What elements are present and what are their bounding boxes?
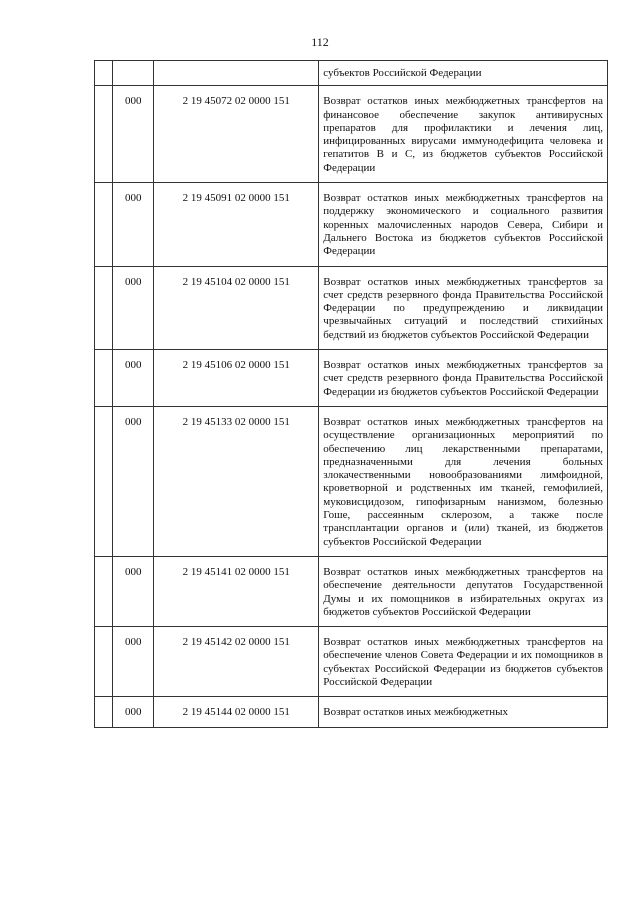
table-cell-bk-code: 2 19 45072 02 0000 151 <box>154 86 319 183</box>
table-cell-admin-code: 000 <box>113 183 154 266</box>
table-row-continuation <box>95 61 608 86</box>
table-cell-admin-code: 000 <box>113 350 154 407</box>
table-cell-description: субъектов Российской Федерации <box>319 61 608 86</box>
table-cell-description: Возврат остатков иных межбюджетных трансфертов на финансовое обеспечение закупок антивирусных препаратов для профилактики и лечения лиц, инфицированных вирусами иммунодефицита человека и гепатитов B и C, из бюджетов субъектов Российской Федерации <box>319 86 608 183</box>
table-cell-margin <box>95 627 113 697</box>
table-cell-bk-code: 2 19 45144 02 0000 151 <box>154 697 319 727</box>
table-cell-admin-code: 000 <box>113 406 154 556</box>
table-cell-admin-code: 000 <box>113 556 154 626</box>
table-cell-description: Возврат остатков иных межбюджетных трансфертов на обеспечение деятельности депутатов Государственной Думы и их помощников в избирательных округах из бюджетов субъектов Российской Федерации <box>319 556 608 626</box>
table-row <box>95 183 608 266</box>
table-cell-bk-code: 2 19 45091 02 0000 151 <box>154 183 319 266</box>
table-cell-bk-code: 2 19 45104 02 0000 151 <box>154 266 319 349</box>
table-cell-margin <box>95 86 113 183</box>
table-cell-margin <box>95 183 113 266</box>
table-cell-margin <box>95 697 113 727</box>
table-row <box>95 86 608 183</box>
budget-codes-table-wrapper <box>94 60 608 834</box>
table-cell-bk-code <box>154 61 319 86</box>
table-row <box>95 697 608 727</box>
table-cell-admin-code <box>113 61 154 86</box>
table-cell-description: Возврат остатков иных межбюджетных трансфертов на осуществление организационных мероприятий по обеспечению лиц лекарственными препаратами, предназначенными для лечения больных злокачественными новообразованиями лимфоидной, кроветворной и родственных им тканей, гемофилией, муковисцидозом, гипофизарным нанизмом, болезнью Гоше, рассеянным склерозом, а также после трансплантации органов и (или) тканей, из бюджетов субъектов Российской Федерации <box>319 406 608 556</box>
table-cell-bk-code: 2 19 45106 02 0000 151 <box>154 350 319 407</box>
table-row <box>95 406 608 556</box>
table-cell-description: Возврат остатков иных межбюджетных трансфертов на обеспечение членов Совета Федерации и их помощников в субъектах Российской Федерации из бюджетов субъектов Российской Федерации <box>319 627 608 697</box>
table-cell-description: Возврат остатков иных межбюджетных трансфертов за счет средств резервного фонда Правительства Российской Федерации по предупреждению и ликвидации чрезвычайных ситуаций и последствий стихийных бедствий из бюджетов субъектов Российской Федерации <box>319 266 608 349</box>
table-row <box>95 556 608 626</box>
table-body <box>95 61 608 728</box>
budget-codes-table <box>94 60 608 728</box>
table-cell-margin <box>95 61 113 86</box>
page-number: 112 <box>311 35 329 49</box>
table-cell-margin <box>95 556 113 626</box>
table-cell-margin <box>95 350 113 407</box>
table-cell-bk-code: 2 19 45133 02 0000 151 <box>154 406 319 556</box>
table-cell-admin-code: 000 <box>113 627 154 697</box>
table-row <box>95 350 608 407</box>
table-cell-description: Возврат остатков иных межбюджетных <box>319 697 608 727</box>
table-cell-description: Возврат остатков иных межбюджетных трансфертов на поддержку экономического и социального развития коренных малочисленных народов Севера, Сибири и Дальнего Востока из бюджетов субъектов Российской Федерации <box>319 183 608 266</box>
table-cell-margin <box>95 266 113 349</box>
table-cell-admin-code: 000 <box>113 697 154 727</box>
table-cell-description: Возврат остатков иных межбюджетных трансфертов за счет средств резервного фонда Правительства Российской Федерации из бюджетов субъектов Российской Федерации <box>319 350 608 407</box>
table-cell-bk-code: 2 19 45142 02 0000 151 <box>154 627 319 697</box>
table-cell-bk-code: 2 19 45141 02 0000 151 <box>154 556 319 626</box>
table-row <box>95 627 608 697</box>
table-cell-margin <box>95 406 113 556</box>
table-cell-admin-code: 000 <box>113 266 154 349</box>
table-row <box>95 266 608 349</box>
table-cell-admin-code: 000 <box>113 86 154 183</box>
